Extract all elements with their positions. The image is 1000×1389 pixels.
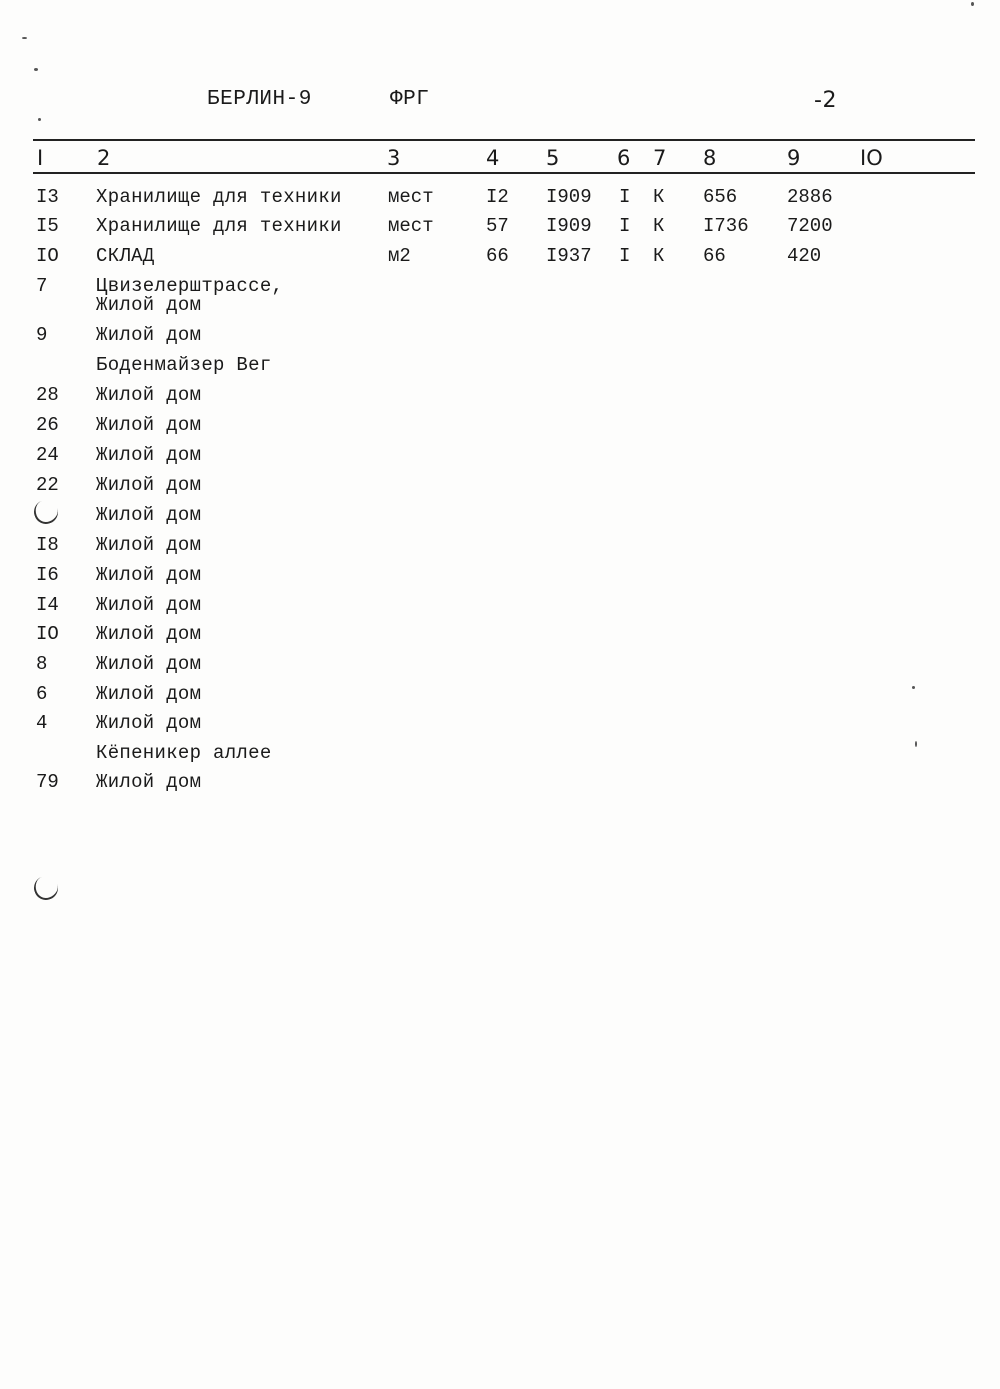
cell-col-2: Жилой дом — [96, 474, 202, 496]
cell-col-5: I909 — [546, 215, 592, 237]
cell-col-9: 7200 — [787, 215, 833, 237]
column-header-3: 3 — [387, 146, 401, 170]
cell-col-2: Хранилище для техники — [96, 186, 342, 208]
cell-col-3: мест — [388, 215, 434, 237]
cell-col-1: IO — [36, 623, 59, 645]
cell-col-2: СКЛАД — [96, 245, 155, 267]
table-top-rule — [33, 139, 975, 141]
table-row — [0, 504, 1000, 534]
cell-col-1: 9 — [36, 324, 48, 346]
cell-col-1: 8 — [36, 653, 48, 675]
header-city: БЕРЛИН-9 — [207, 88, 312, 111]
cell-col-3: м2 — [388, 245, 411, 267]
table-row — [0, 444, 1000, 474]
column-header-8: 8 — [703, 146, 717, 170]
column-header-2: 2 — [97, 146, 111, 170]
column-header-1: I — [37, 146, 44, 170]
cell-col-2: Жилой дом — [96, 564, 202, 586]
cell-col-1: 79 — [36, 771, 59, 793]
cell-col-2: Жилой дом — [96, 324, 202, 346]
cell-col-9: 420 — [787, 245, 822, 267]
cell-col-2: Жилой дом — [96, 623, 202, 645]
table-row — [0, 215, 1000, 245]
cell-col-4: 66 — [486, 245, 509, 267]
cell-col-2: Хранилище для техники — [96, 215, 342, 237]
page-number: -2 — [814, 88, 837, 113]
scan-speck — [915, 741, 917, 747]
cell-col-2: Кёпеникер аллее — [96, 742, 272, 764]
table-row — [0, 771, 1000, 801]
cell-col-1: I8 — [36, 534, 59, 556]
cell-col-4: I2 — [486, 186, 509, 208]
column-header-9: 9 — [787, 146, 801, 170]
table-row — [0, 324, 1000, 354]
cell-col-2: Жилой дом — [96, 653, 202, 675]
cell-col-6: I — [619, 186, 631, 208]
cell-col-7: К — [653, 245, 665, 267]
cell-col-2: Жилой дом — [96, 771, 202, 793]
cell-col-2: Жилой дом — [96, 294, 202, 316]
table-row — [0, 534, 1000, 564]
cell-col-2: Жилой дом — [96, 534, 202, 556]
table-row — [0, 594, 1000, 624]
column-header-7: 7 — [653, 146, 667, 170]
table-row — [0, 414, 1000, 444]
cell-col-1: 6 — [36, 683, 48, 705]
header-country: ФРГ — [390, 88, 430, 111]
cell-col-1: I6 — [36, 564, 59, 586]
table-header-rule — [33, 172, 975, 174]
cell-col-1: I3 — [36, 186, 59, 208]
cell-col-5: I937 — [546, 245, 592, 267]
scan-speck — [34, 68, 38, 71]
table-row — [0, 384, 1000, 414]
cell-col-2: Жилой дом — [96, 444, 202, 466]
cell-col-3: мест — [388, 186, 434, 208]
column-header-6: 6 — [617, 146, 631, 170]
cell-col-8: I736 — [703, 215, 749, 237]
cell-col-7: К — [653, 186, 665, 208]
cell-col-2: Жилой дом — [96, 712, 202, 734]
scan-speck — [912, 686, 915, 689]
cell-col-2: Цвизелерштрассе, — [96, 275, 284, 297]
table-row — [0, 623, 1000, 653]
table-row — [0, 186, 1000, 216]
column-header-4: 4 — [486, 146, 500, 170]
scan-speck — [971, 2, 974, 6]
cell-col-1: IO — [36, 245, 59, 267]
cell-col-2: Боденмайзер Вег — [96, 354, 272, 376]
cell-col-7: К — [653, 215, 665, 237]
table-row — [0, 712, 1000, 742]
cell-col-1: 28 — [36, 384, 59, 406]
table-row — [0, 742, 1000, 772]
cell-col-1: I5 — [36, 215, 59, 237]
cell-col-2: Жилой дом — [96, 504, 202, 526]
cell-col-1: I4 — [36, 594, 59, 616]
cell-col-2: Жилой дом — [96, 414, 202, 436]
cell-col-1: 26 — [36, 414, 59, 436]
table-row — [0, 564, 1000, 594]
punch-hole-mark — [31, 873, 62, 904]
cell-col-1: 7 — [36, 275, 48, 297]
table-row — [0, 653, 1000, 683]
cell-col-1: 22 — [36, 474, 59, 496]
cell-col-5: I909 — [546, 186, 592, 208]
cell-col-8: 66 — [703, 245, 726, 267]
table-row — [0, 354, 1000, 384]
cell-col-6: I — [619, 245, 631, 267]
scan-speck — [38, 118, 41, 121]
column-header-5: 5 — [546, 146, 560, 170]
cell-col-6: I — [619, 215, 631, 237]
cell-col-2: Жилой дом — [96, 384, 202, 406]
scan-speck — [22, 37, 27, 39]
table-row — [0, 474, 1000, 504]
column-header-10: IO — [860, 146, 883, 170]
cell-col-8: 656 — [703, 186, 738, 208]
cell-col-1: 4 — [36, 712, 48, 734]
cell-col-9: 2886 — [787, 186, 833, 208]
cell-col-4: 57 — [486, 215, 509, 237]
table-row — [0, 683, 1000, 713]
cell-col-2: Жилой дом — [96, 683, 202, 705]
cell-col-2: Жилой дом — [96, 594, 202, 616]
table-row — [0, 245, 1000, 275]
table-row — [0, 294, 1000, 324]
cell-col-1: 24 — [36, 444, 59, 466]
